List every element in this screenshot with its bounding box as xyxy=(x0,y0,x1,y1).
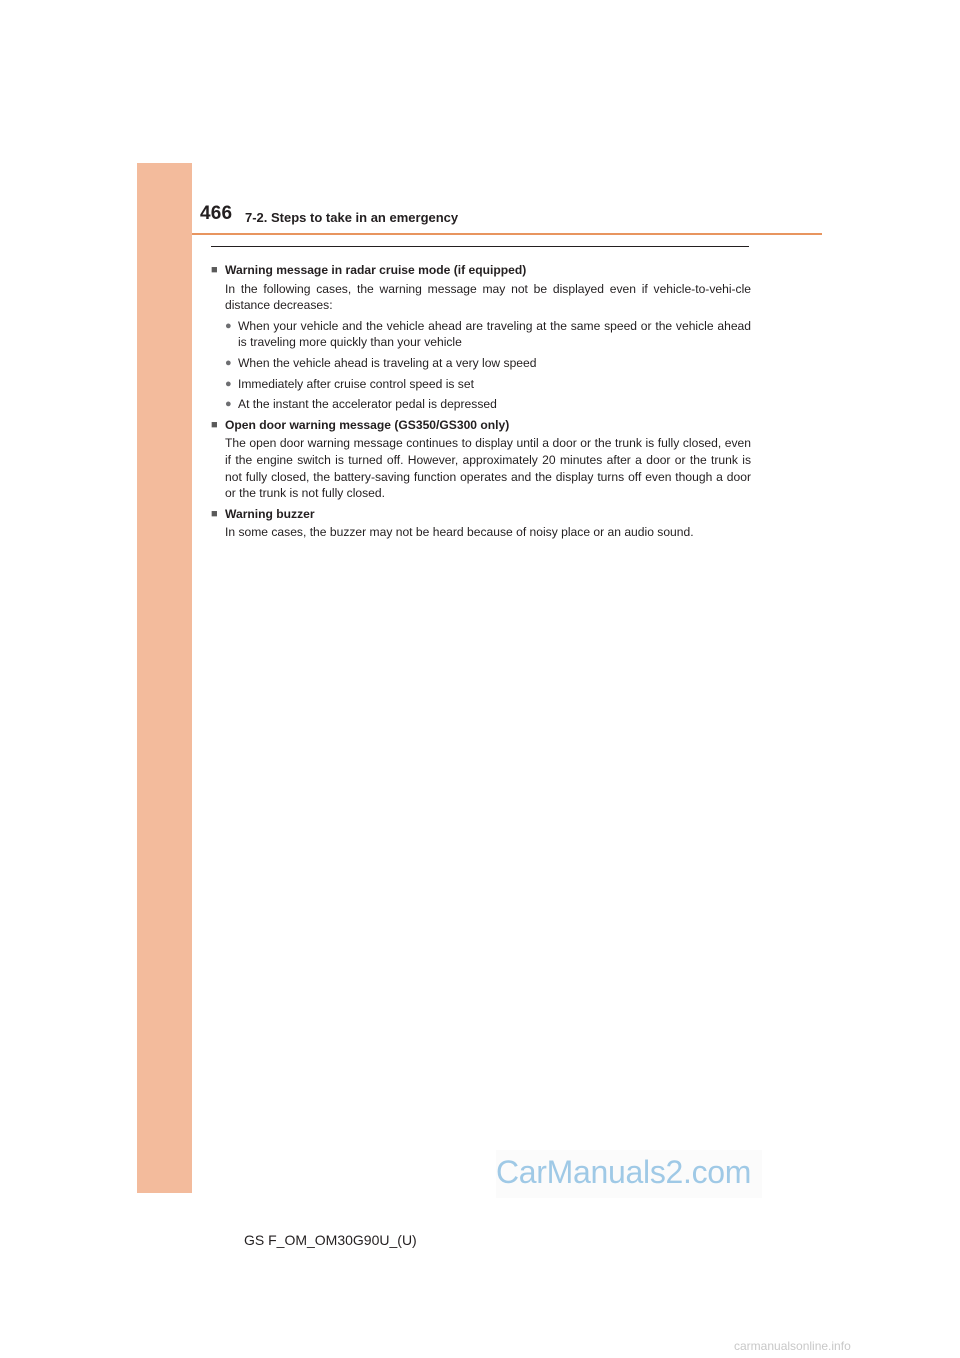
footer-document-code: GS F_OM_OM30G90U_(U) xyxy=(244,1232,417,1248)
list-item-text: Immediately after cruise control speed is set xyxy=(238,376,474,391)
square-bullet-icon: ■ xyxy=(211,418,218,431)
heading-text: Warning message in radar cruise mode (if equipped) xyxy=(225,263,527,277)
section-heading-open-door xyxy=(211,417,751,434)
list-item-text: When the vehicle ahead is traveling at a very low speed xyxy=(238,355,537,370)
circle-bullet-icon: ● xyxy=(225,377,232,390)
heading-text: Open door warning message (GS350/GS300 only) xyxy=(225,417,510,432)
circle-bullet-icon: ● xyxy=(225,319,232,332)
circle-bullet-icon: ● xyxy=(225,356,232,369)
circle-bullet-icon: ● xyxy=(225,398,232,411)
page-number: 466 xyxy=(200,203,233,224)
content-top-rule xyxy=(211,246,749,247)
list-item xyxy=(211,396,751,413)
paragraph: In some cases, the buzzer may not be heard because of noisy place or an audio sound. xyxy=(225,525,694,540)
section-heading-warning-buzzer xyxy=(211,506,751,523)
paragraph: The open door warning message continues to display until a door or the trunk is fully closed, even if the engine switch is turned off. However, approximately 20 minutes after a door or the trunk is not fully closed, the battery-saving function operates and the display turns off even though a door or the trunk is not fully closed. xyxy=(225,436,751,501)
square-bullet-icon: ■ xyxy=(211,264,218,276)
list-item-text: When your vehicle and the vehicle ahead are traveling at the same speed or the vehicle ahead is traveling more quickly than your vehicle xyxy=(238,318,751,350)
watermark-logo xyxy=(496,1150,762,1198)
list-item xyxy=(211,376,751,393)
chapter-sidebar-tab xyxy=(137,163,192,1193)
watermark-bottom-text: carmanualsonline.info xyxy=(734,1339,851,1353)
page-content xyxy=(211,258,751,541)
header-rule xyxy=(192,233,822,235)
list-item xyxy=(211,318,751,351)
heading-text: Warning buzzer xyxy=(225,506,315,521)
section-title: 7-2. Steps to take in an emergency xyxy=(245,210,459,225)
paragraph: In the following cases, the warning message may not be displayed even if vehicle-to-vehi-cle distance decreases: xyxy=(225,281,751,313)
list-item-text: At the instant the accelerator pedal is depressed xyxy=(238,397,497,412)
section-heading-radar-cruise xyxy=(211,262,751,279)
square-bullet-icon: ■ xyxy=(211,507,218,520)
list-item xyxy=(211,355,751,372)
watermark-text: CarManuals2.com xyxy=(496,1154,752,1190)
